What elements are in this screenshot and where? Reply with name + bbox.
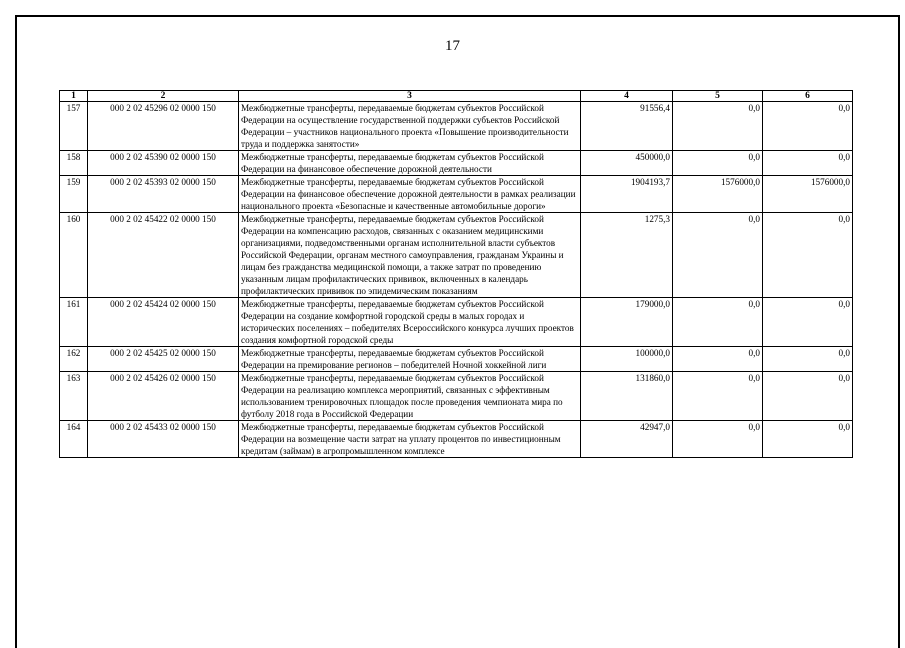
- row-description: Межбюджетные трансферты, передаваемые бюджетам субъектов Российской Федерации на создание комфортной городской среды в малых городах и исторических поселениях – победителях Всероссийского конкурса лучших проектов создания комфортной городской среды: [239, 298, 581, 347]
- value-col-6: 0,0: [763, 421, 853, 458]
- value-col-5: 0,0: [673, 347, 763, 372]
- budget-code: 000 2 02 45393 02 0000 150: [88, 176, 239, 213]
- row-description: Межбюджетные трансферты, передаваемые бюджетам субъектов Российской Федерации на реализацию комплекса мероприятий, связанных с эффективным использованием тренировочных площадок после проведения чемпионата мира по футболу 2018 года в Российской Федерации: [239, 372, 581, 421]
- row-description: Межбюджетные трансферты, передаваемые бюджетам субъектов Российской Федерации на осуществление государственной поддержки субъектов Российской Федерации – участников национального проекта «Повышение производительности труда и поддержка занятости»: [239, 102, 581, 151]
- value-col-5: 0,0: [673, 298, 763, 347]
- budget-table: [59, 90, 853, 458]
- value-col-5: 1576000,0: [673, 176, 763, 213]
- row-description: Межбюджетные трансферты, передаваемые бюджетам субъектов Российской Федерации на финансовое обеспечение дорожной деятельности в рамках реализации национального проекта «Безопасные и качественные автомобильные дороги»: [239, 176, 581, 213]
- row-number: 159: [60, 176, 88, 213]
- column-header: 3: [239, 91, 581, 102]
- value-col-5: 0,0: [673, 213, 763, 298]
- page-number: 17: [445, 38, 460, 54]
- value-col-5: 0,0: [673, 151, 763, 176]
- row-number: 161: [60, 298, 88, 347]
- budget-code: 000 2 02 45390 02 0000 150: [88, 151, 239, 176]
- row-number: 157: [60, 102, 88, 151]
- table-row: [60, 151, 853, 176]
- row-number: 164: [60, 421, 88, 458]
- row-description: Межбюджетные трансферты, передаваемые бюджетам субъектов Российской Федерации на компенсацию расходов, связанных с оказанием медицинскими организациями, подведомственными органам исполнительной власти субъектов Российской Федерации, органам местного самоуправления, гражданам Украины и лицам без гражданства медицинской помощи, а также затрат по проведению указанным лицам профилактических прививок, включенных в календарь профилактических прививок по эпидемическим показаниям: [239, 213, 581, 298]
- value-col-6: 0,0: [763, 347, 853, 372]
- column-header: 1: [60, 91, 88, 102]
- value-col-6: 1576000,0: [763, 176, 853, 213]
- row-description: Межбюджетные трансферты, передаваемые бюджетам субъектов Российской Федерации на финансовое обеспечение дорожной деятельности: [239, 151, 581, 176]
- value-col-4: 100000,0: [581, 347, 673, 372]
- value-col-4: 179000,0: [581, 298, 673, 347]
- table-row: [60, 347, 853, 372]
- value-col-6: 0,0: [763, 102, 853, 151]
- table-row: [60, 421, 853, 458]
- budget-code: 000 2 02 45425 02 0000 150: [88, 347, 239, 372]
- value-col-4: 1904193,7: [581, 176, 673, 213]
- budget-code: 000 2 02 45422 02 0000 150: [88, 213, 239, 298]
- value-col-4: 42947,0: [581, 421, 673, 458]
- row-number: 162: [60, 347, 88, 372]
- table-row: [60, 102, 853, 151]
- table-row: [60, 176, 853, 213]
- table-row: [60, 298, 853, 347]
- value-col-4: 131860,0: [581, 372, 673, 421]
- table-row: [60, 372, 853, 421]
- row-number: 163: [60, 372, 88, 421]
- value-col-5: 0,0: [673, 102, 763, 151]
- row-description: Межбюджетные трансферты, передаваемые бюджетам субъектов Российской Федерации на возмещение части затрат на уплату процентов по инвестиционным кредитам (займам) в агропромышленном комплексе: [239, 421, 581, 458]
- column-header: 6: [763, 91, 853, 102]
- header-row: [60, 91, 853, 102]
- budget-code: 000 2 02 45296 02 0000 150: [88, 102, 239, 151]
- row-description: Межбюджетные трансферты, передаваемые бюджетам субъектов Российской Федерации на премирование регионов – победителей Ночной хоккейной лиги: [239, 347, 581, 372]
- column-header: 5: [673, 91, 763, 102]
- value-col-4: 450000,0: [581, 151, 673, 176]
- row-number: 158: [60, 151, 88, 176]
- value-col-6: 0,0: [763, 213, 853, 298]
- budget-code: 000 2 02 45424 02 0000 150: [88, 298, 239, 347]
- value-col-4: 1275,3: [581, 213, 673, 298]
- table-row: [60, 213, 853, 298]
- column-header: 2: [88, 91, 239, 102]
- value-col-4: 91556,4: [581, 102, 673, 151]
- budget-code: 000 2 02 45426 02 0000 150: [88, 372, 239, 421]
- value-col-5: 0,0: [673, 372, 763, 421]
- value-col-6: 0,0: [763, 298, 853, 347]
- value-col-6: 0,0: [763, 151, 853, 176]
- row-number: 160: [60, 213, 88, 298]
- budget-code: 000 2 02 45433 02 0000 150: [88, 421, 239, 458]
- column-header: 4: [581, 91, 673, 102]
- value-col-5: 0,0: [673, 421, 763, 458]
- value-col-6: 0,0: [763, 372, 853, 421]
